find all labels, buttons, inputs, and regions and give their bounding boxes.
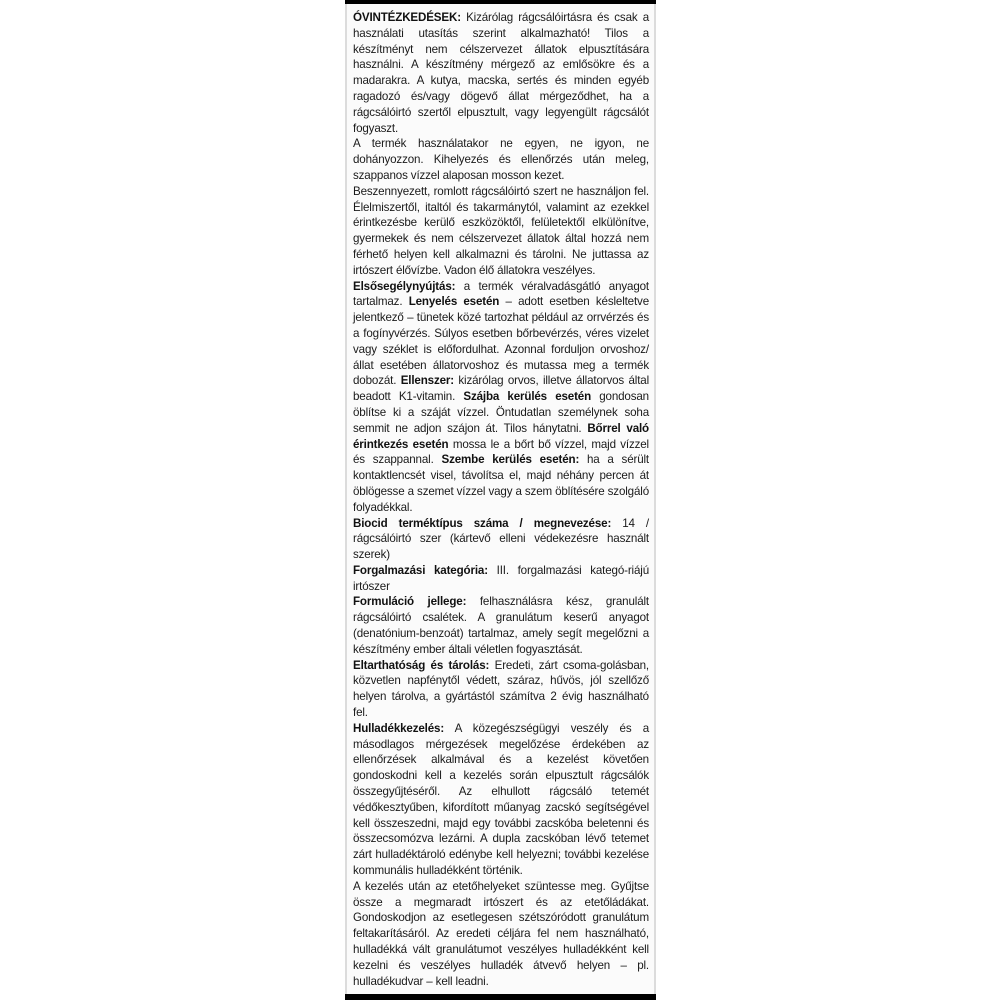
right-edge-shadow xyxy=(654,4,656,994)
section-body: A termék használatakor ne egyen, ne igyon, ne dohányozzon. Kihelyezés és ellenőrzés után meleg, szappanos vízzel alaposan mosson kezet. xyxy=(353,137,649,182)
subheading-ingestion: Lenyelés esetén xyxy=(408,295,500,309)
subheading-mouth-contact: Szájba kerülés esetén xyxy=(463,390,592,404)
right-background xyxy=(656,0,1000,1000)
section-distribution-category xyxy=(353,563,649,595)
section-heading: Formuláció jellege: xyxy=(353,595,467,609)
label-document xyxy=(345,4,656,994)
section-body: Kizárólag rágcsálóirtásra és csak a használati utasítás szerint alkalmazható! Tilos a készítményt nem célszervezet állatok elpusztítására használni. A készítmény mérgező az emlősökre és a madarakra. A kutya, macska, sertés és minden egyéb ragadozó és/vagy dögevő állat mérgeződhet, ha a rágcsálóirtó szertől elpusztult, vagy legyengült rágcsálót fogyaszt. xyxy=(353,11,649,135)
section-formulation xyxy=(353,594,649,657)
top-border xyxy=(345,0,656,4)
subheading-eye-contact: Szembe kerülés esetén: xyxy=(441,453,580,467)
section-body: III. forgalmazási kategó-riájú irtószer xyxy=(353,563,650,593)
section-usage-hygiene xyxy=(353,136,649,183)
section-body: ha a sérült kontaktlencsét visel, távolítsa el, majd néhány percen át öblögesse a szemet vízzel vagy a szem öblítésére szolgáló folyadékkal. xyxy=(353,453,649,514)
section-body: a termék véralvadásgátló anyagot tartalmaz. xyxy=(353,279,649,309)
section-shelf-life-storage xyxy=(353,658,649,721)
section-biocide-type xyxy=(353,516,649,563)
bottom-border xyxy=(345,994,656,1000)
section-waste-handling xyxy=(353,721,649,879)
section-body: felhasználásra kész, granulált rágcsálóirtó csalétek. A granulátum keserű anyagot (denatónium-benzoát) tartalmaz, amely segít megelőzni a készítmény ember általi véletlen fogyasztását. xyxy=(353,595,649,656)
subheading-skin-contact: Bőrrel való érintkezés esetén xyxy=(353,421,649,451)
section-first-aid xyxy=(353,279,649,516)
section-body: 14 / rágcsálóirtó szer (kártevő elleni védekezésre használt szerek) xyxy=(353,516,650,562)
section-body: gondosan öblítse ki a száját vízzel. Öntudatlan személynek soha semmit ne adjon szájon át. Tilos hánytatni. xyxy=(353,390,649,435)
subheading-antidote: Ellenszer: xyxy=(400,374,454,388)
section-heading: Hulladékkezelés: xyxy=(353,721,445,735)
section-heading: Biocid terméktípus száma / megnevezése: xyxy=(353,516,612,530)
section-heading: Elsősegélynyújtás: xyxy=(353,279,456,293)
section-body: mossa le a bőrt bő vízzel, majd vízzel és szappannal. xyxy=(353,437,649,467)
section-body: Eredeti, zárt csoma-golásban, közvetlen napfénytől védett, száraz, hűvös, jól szellőző helyen tárolva, a gyártástól számítva 2 évig használható fel. xyxy=(353,658,649,720)
section-heading: Forgalmazási kategória: xyxy=(353,563,488,577)
section-body: A kezelés után az etetőhelyeket szüntesse meg. Gyűjtse össze a megmaradt irtószert és az etetőládákat. Gondoskodjon az esetlegesen szétszóródott granulátum feltakarításáról. Az eredeti céljára fel nem használható, hulladékká vált granulátumot veszélyes hulladékként kell kezelni és veszélyes hulladék átvevő helyen – pl. hulladékudvar – kell leadni. xyxy=(353,879,649,988)
left-edge-shadow xyxy=(345,4,347,994)
left-background xyxy=(0,0,345,1000)
section-body: A közegészségügyi veszély és a másodlagos mérgezések megelőzése érdekében az ellenőrzések alkalmával és a kezelést követően gondoskodni kell a kezelés során elpusztult rágcsálók összegyűjtéséről. Az elhullott rágcsáló tetemét védőkesztyűben, kifordított műanyag zacskó segítségével kell összeszedni, majd egy további zacskóba beletenni és összecsomózva lezárni. A dupla zacskóban lévő tetemet zárt hulladéktároló edénybe kell helyezni; további kezelése kommunális hulladékként történik. xyxy=(353,721,649,878)
label-text-block xyxy=(353,10,649,989)
section-precautions xyxy=(353,10,649,136)
section-storage-safety xyxy=(353,184,649,279)
section-body: – adott esetben késleltetve jelentkező – tünetek közé tartozhat például az orrvérzés és a fogínyvérzés. Súlyos esetben bőrbevérzés, véres vizelet vagy széklet is előfordulhat. Azonnal forduljon orvoshoz/ állat esetében állatorvoshoz és mutassa meg a termék dobozát. xyxy=(353,295,649,388)
section-heading: Eltarthatóság és tárolás: xyxy=(353,658,490,672)
section-body: kizárólag orvos, illetve állatorvos által beadott K1-vitamin. xyxy=(353,374,649,404)
section-after-treatment xyxy=(353,879,649,990)
section-body: Beszennyezett, romlott rágcsálóirtó szert ne használjon fel. Élelmiszertől, italtól és takarmánytól, valamint az ezekkel érintkezésbe kerülő eszközöktől, felületektől elkülönítve, gyermekek és nem célszervezet állatok által hozzá nem férhető helyen kell alkalmazni és tárolni. Ne juttassa az irtószert élővízbe. Vadon élő állatokra veszélyes. xyxy=(353,184,649,277)
section-heading: ÓVINTÉZKEDÉSEK: xyxy=(353,11,461,24)
